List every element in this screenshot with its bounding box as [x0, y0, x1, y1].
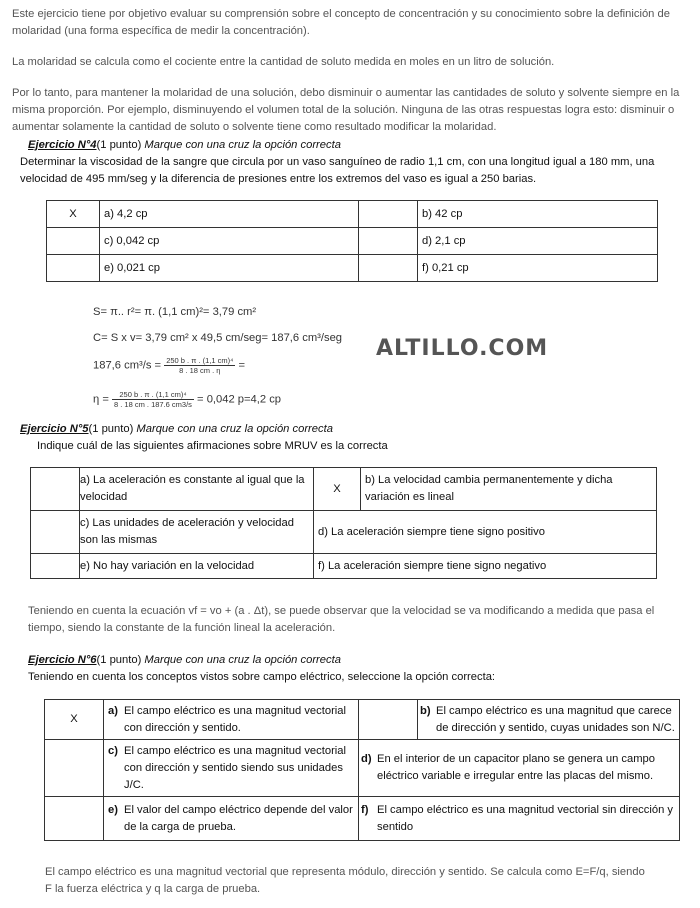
exercise-5-options-table	[30, 467, 657, 579]
exercise-4-option-c[interactable]: c) 0,042 cp	[100, 228, 359, 255]
fraction-2-numerator: 250 b . π . (1,1 cm)⁴	[112, 390, 194, 400]
fraction-2-denominator: 8 . 18 cm . 187.6 cm3/s	[113, 400, 192, 409]
exercise-6-options-table	[44, 699, 680, 841]
exercise-4-option-d[interactable]: d) 2,1 cp	[418, 228, 658, 255]
exercise-4-option-b[interactable]: b) 42 cp	[418, 201, 658, 228]
exercise-6-mark-cell-empty[interactable]	[359, 700, 418, 740]
exercise-5-title	[20, 421, 333, 438]
option-b-text: El campo eléctrico es una magnitud que carece de dirección y sentido, cuyas unidades son N/C.	[436, 704, 675, 734]
exercise-4-mark-cell-empty[interactable]	[359, 201, 418, 228]
calculation-line-1: S= π.. r²= π. (1,1 cm)²= 3,79 cm²	[93, 306, 257, 318]
exercise-4-options-table	[46, 200, 658, 282]
option-b-label: b)	[420, 704, 431, 717]
exercise-4-question: Determinar la viscosidad de la sangre que circula por un vaso sanguíneo de radio 1,1 cm, con una longitud igual a 180 mm, una velocidad de 495 mm/seg y la diferencia de presiones entre los extremos del vaso es igual a 250 barias.	[20, 156, 655, 185]
exercise-5-mark-cell-empty[interactable]	[31, 511, 80, 554]
exercise-4-mark-cell-empty[interactable]	[47, 228, 100, 255]
exercise-5-instruction: Marque con una cruz la opción correcta	[133, 423, 333, 435]
exercise-5-option-c[interactable]: c) Las unidades de aceleración y velocidad son las mismas	[80, 511, 314, 554]
exercise-4-title	[28, 137, 341, 154]
option-d-text: En el interior de un capacitor plano se genera un campo eléctrico variable e irregular entre las placas del mismo.	[377, 753, 655, 782]
exercise-5-mark-cell[interactable]	[314, 468, 361, 511]
intro-section	[12, 6, 688, 136]
exercise-6-question: Teniendo en cuenta los conceptos vistos sobre campo eléctrico, seleccione la opción correcta:	[28, 671, 496, 683]
exercise-6-option-a[interactable]	[104, 700, 359, 740]
option-f-label: f)	[361, 803, 369, 816]
fraction-1-numerator: 250 b . π . (1,1 cm)⁴	[166, 356, 234, 365]
exercise-5-option-e[interactable]: e) No hay variación en la velocidad	[80, 554, 314, 579]
exercise-5-explanation: Teniendo en cuenta la ecuación vf = vo + (a . Δt), se puede observar que la velocidad se va modificando a medida que pasa el tiempo, siendo la constante de la función lineal la aceleración.	[28, 605, 655, 634]
calculation-3-right: =	[238, 359, 246, 372]
selection-mark: X	[333, 482, 341, 495]
exercise-6-mark-cell[interactable]	[45, 700, 104, 740]
fraction-2	[112, 390, 194, 409]
calculation-line-3	[93, 356, 245, 375]
calculation-3-left: 187,6 cm³/s =	[93, 359, 162, 372]
exercise-5-points: (1 punto)	[88, 423, 134, 435]
exercise-6-option-f[interactable]	[359, 797, 680, 841]
exercise-5-option-b[interactable]: b) La velocidad cambia permanentemente y dicha variación es lineal	[361, 468, 657, 511]
option-d-label: d)	[361, 753, 372, 765]
exercise-4-instruction: Marque con una cruz la opción correcta	[141, 139, 341, 151]
exercise-4-heading: Ejercicio N°4	[28, 139, 97, 151]
calculation-line-2: C= S x v= 3,79 cm² x 49,5 cm/seg= 187,6 cm³/seg	[93, 332, 343, 344]
exercise-6-heading: Ejercicio N°6	[28, 654, 97, 666]
fraction-1	[164, 356, 235, 375]
exercise-6-option-e[interactable]	[104, 797, 359, 841]
exercise-5-option-f[interactable]: f) La aceleración siempre tiene signo negativo	[314, 554, 657, 579]
calculation-4-left: η =	[93, 393, 109, 406]
exercise-5-question: Indique cuál de las siguientes afirmaciones sobre MRUV es la correcta	[37, 440, 388, 452]
option-e-text: El valor del campo eléctrico depende del valor de la carga de prueba.	[124, 803, 353, 833]
altillo-watermark: ALTILLO.COM	[376, 336, 549, 361]
intro-paragraph-2: La molaridad se calcula como el cociente entre la cantidad de soluto medida en moles en un litro de solución.	[12, 56, 555, 68]
option-c-label: c)	[108, 744, 118, 757]
exercise-4-option-e[interactable]: e) 0,021 cp	[100, 255, 359, 282]
exercise-5-option-d[interactable]: d) La aceleración siempre tiene signo positivo	[314, 511, 657, 554]
option-e-label: e)	[108, 803, 118, 816]
intro-paragraph-3: Por lo tanto, para mantener la molaridad de una solución, debo disminuir o aumentar las cantidades de soluto y solvente siempre en la misma proporción. Por ejemplo, disminuyendo el volumen total de la solución. Ninguna de las otras respuestas logra esto: disminuir o aumentar solamente la cantidad de soluto o solvente tiene como resultado modificar la molaridad.	[12, 87, 680, 133]
calculation-4-right: = 0,042 p=4,2 cp	[197, 393, 282, 406]
exercise-6-option-b[interactable]	[418, 700, 680, 740]
exercise-6-points: (1 punto)	[96, 654, 142, 666]
exercise-4-mark-cell-empty[interactable]	[359, 255, 418, 282]
option-c-text: El campo eléctrico es una magnitud vectorial con dirección y sentido siendo sus unidades J/C.	[124, 744, 346, 791]
intro-paragraph-1: Este ejercicio tiene por objetivo evaluar su comprensión sobre el concepto de concentración y su conocimiento sobre la definición de molaridad (una forma específica de medir la concentración).	[12, 8, 670, 37]
fraction-1-denominator: 8 . 18 cm . η	[179, 366, 221, 375]
exercise-5-heading: Ejercicio N°5	[20, 423, 89, 435]
exercise-6-option-d[interactable]	[359, 740, 680, 797]
exercise-5-mark-cell-empty[interactable]	[31, 468, 80, 511]
exercise-5-option-a-text: a) La aceleración es constante al igual que la velocidad	[80, 474, 305, 503]
selection-mark: X	[70, 713, 78, 725]
calculation-line-4	[93, 390, 281, 409]
exercise-4-mark-cell[interactable]	[47, 201, 100, 228]
exercise-6-option-c[interactable]	[104, 740, 359, 797]
exercise-6-instruction: Marque con una cruz la opción correcta	[141, 654, 341, 666]
exercise-4-option-f[interactable]: f) 0,21 cp	[418, 255, 658, 282]
option-f-text: El campo eléctrico es una magnitud vectorial sin dirección y sentido	[377, 803, 673, 833]
exercise-6-mark-cell-empty[interactable]	[45, 740, 104, 797]
exercise-4-points: (1 punto)	[96, 139, 142, 151]
option-a-text: El campo eléctrico es una magnitud vectorial con dirección y sentido.	[124, 704, 346, 734]
exercise-4-option-a[interactable]: a) 4,2 cp	[100, 201, 359, 228]
exercise-6-explanation: El campo eléctrico es una magnitud vectorial que representa módulo, dirección y sentido. Se calcula como E=F/q, siendo F la fuerza eléctrica y q la carga de prueba.	[45, 866, 645, 895]
exercise-5-option-a[interactable]	[80, 468, 314, 511]
exercise-6-mark-cell-empty[interactable]	[45, 797, 104, 841]
exercise-6-title	[28, 652, 341, 669]
exercise-5-mark-cell-empty[interactable]	[31, 554, 80, 579]
option-a-label: a)	[108, 704, 118, 717]
exercise-4-mark-cell-empty[interactable]	[47, 255, 100, 282]
selection-mark: X	[69, 207, 77, 220]
exercise-4-mark-cell-empty[interactable]	[359, 228, 418, 255]
